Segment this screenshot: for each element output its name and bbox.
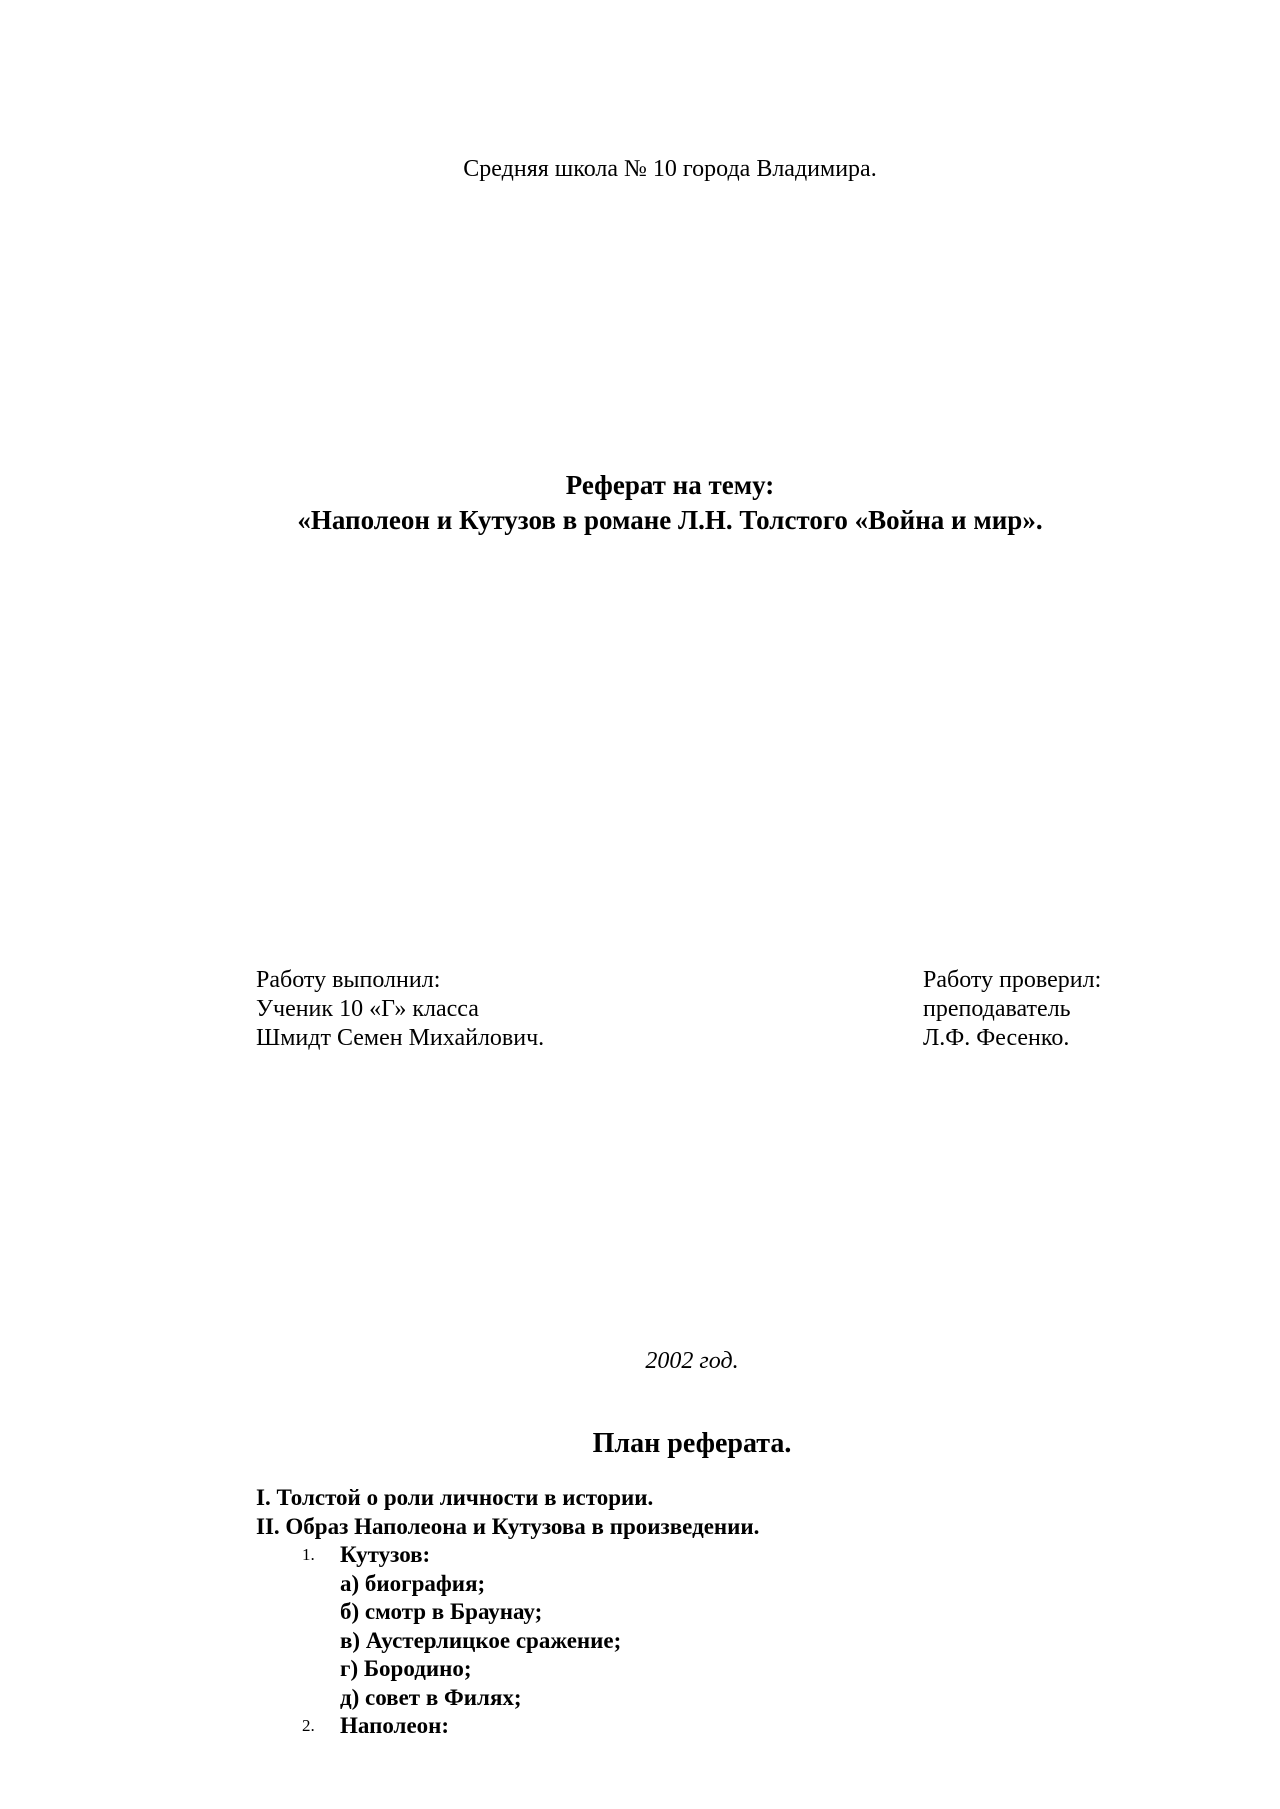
author-label: Работу выполнил: xyxy=(256,967,441,993)
checker-name: Л.Ф. Фесенко. xyxy=(923,1025,1070,1051)
title-line-1: Реферат на тему: xyxy=(565,470,775,500)
checker-label: Работу проверил: xyxy=(923,967,1102,993)
plan-item xyxy=(256,1598,759,1627)
subsection-number: 1. xyxy=(302,1545,315,1564)
author-name: Шмидт Семен Михайлович. xyxy=(256,1025,545,1051)
checker-block xyxy=(923,966,1101,1053)
plan-item xyxy=(256,1684,759,1713)
checker-role: преподаватель xyxy=(923,996,1071,1022)
plan-item xyxy=(256,1570,759,1599)
plan-subsection xyxy=(256,1541,759,1570)
plan-subsection xyxy=(256,1712,759,1741)
plan-section-label: I. Толстой о роли личности в истории. xyxy=(256,1485,654,1510)
plan-section-label: II. Образ Наполеона и Кутузова в произведении. xyxy=(256,1513,760,1539)
subsection-title: Наполеон: xyxy=(340,1713,450,1738)
plan-item-text: г) Бородино; xyxy=(340,1656,472,1681)
author-class: Ученик 10 «Г» класса xyxy=(256,996,479,1022)
plan-list xyxy=(256,1484,759,1741)
plan-item-text: б) смотр в Браунау; xyxy=(340,1599,543,1624)
author-block xyxy=(256,966,544,1053)
year: 2002 год. xyxy=(645,1348,739,1374)
subsection-number: 2. xyxy=(302,1716,315,1735)
plan-item xyxy=(256,1627,759,1656)
plan-item xyxy=(256,1655,759,1684)
plan-item-text: в) Аустерлицкое сражение; xyxy=(340,1627,622,1653)
plan-item-text: а) биография; xyxy=(340,1570,486,1596)
school-name: Средняя школа № 10 города Владимира. xyxy=(463,156,877,182)
report-title xyxy=(0,468,1280,538)
subsection-title: Кутузов: xyxy=(340,1542,431,1567)
plan-section xyxy=(256,1484,759,1513)
plan-title: План реферата. xyxy=(592,1428,792,1459)
plan-item-text: д) совет в Филях; xyxy=(340,1684,522,1710)
title-line-2: «Наполеон и Кутузов в романе Л.Н. Толстого «Война и мир». xyxy=(297,505,1043,535)
plan-section xyxy=(256,1513,759,1542)
